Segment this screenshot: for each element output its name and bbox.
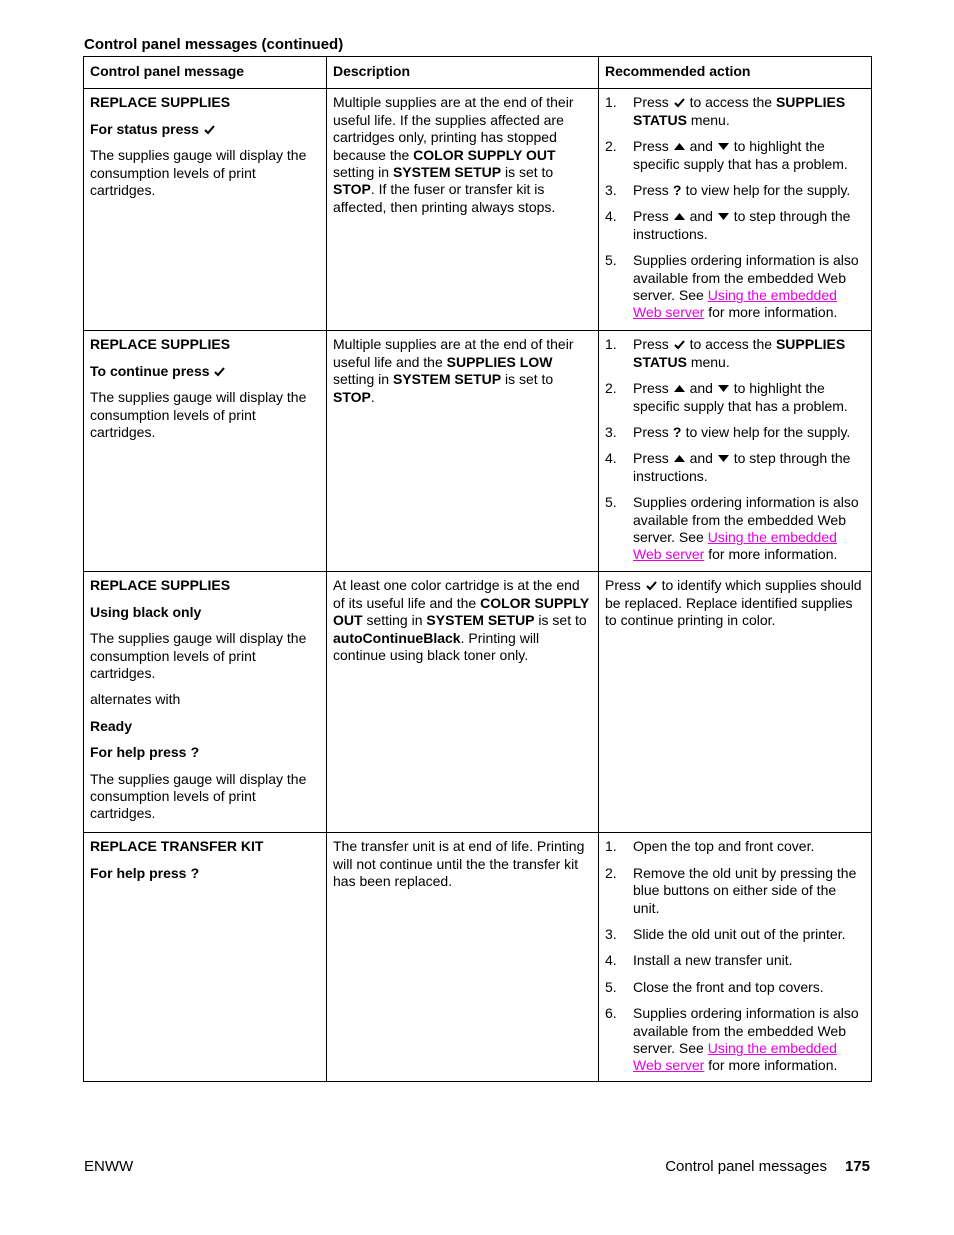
description-text: Multiple supplies are at the end of their useful life and the SUPPLIES LOW setting in SYSTEM SETUP is set to STOP. [333, 336, 574, 405]
message-title: REPLACE SUPPLIES [90, 94, 231, 111]
action-cell [599, 331, 872, 572]
checkmark-icon [646, 580, 657, 591]
message-title: REPLACE SUPPLIES [90, 336, 231, 353]
list-item: 5. Supplies ordering information is also available from the embedded Web server. See Using the embedded Web server for more information. [605, 494, 859, 563]
messages-table [83, 56, 872, 1082]
description-cell [327, 572, 599, 833]
up-arrow-icon [674, 383, 685, 394]
checkmark-icon [214, 366, 225, 377]
description-text: Multiple supplies are at the end of their useful life. If the supplies affected are cartridges only, printing has stopped because the COLOR SUPPLY OUT setting in SYSTEM SETUP is set to STOP. If the fuser or transfer kit is affected, then printing always stops. [333, 94, 574, 215]
table-row [84, 89, 872, 331]
down-arrow-icon [718, 141, 729, 152]
header-recommended-action: Recommended action [599, 57, 872, 89]
message-cell [84, 89, 327, 331]
message-cell [84, 331, 327, 572]
ready-text: Ready [90, 717, 133, 734]
footer-left: ENWW [84, 1158, 134, 1175]
list-item: 2. Remove the old unit by pressing the blue buttons on either side of the unit. [605, 864, 857, 916]
help-text: For help press ? [90, 744, 200, 761]
embedded-web-server-link[interactable]: Using the embedded Web server [633, 287, 837, 321]
footer-right [665, 1158, 870, 1175]
list-item: 6. Supplies ordering information is also available from the embedded Web server. See Using the embedded Web server for more information. [605, 1005, 859, 1074]
description-text: The transfer unit is at end of life. Printing will not continue until the the transfer kit has been replaced. [333, 838, 585, 890]
list-item: 3. Press ? to view help for the supply. [605, 424, 851, 441]
action-cell [599, 89, 872, 331]
message-subtitle: For status press [90, 121, 320, 138]
down-arrow-icon [718, 453, 729, 464]
page-number: 175 [844, 1158, 870, 1175]
list-item: 5. Close the front and top covers. [605, 978, 824, 995]
list-item: 5. Supplies ordering information is also available from the embedded Web server. See Using the embedded Web server for more information. [605, 252, 859, 321]
list-item: 4. Install a new transfer unit. [605, 952, 793, 969]
question-mark-icon: ? [190, 744, 200, 761]
checkmark-icon [674, 339, 685, 350]
list-item: 1. Press to access the SUPPLIES STATUS menu. [605, 336, 846, 370]
description-text: At least one color cartridge is at the end of its useful life and the COLOR SUPPLY OUT setting in SYSTEM SETUP is set to autoContinueBlack. Printing will continue using black toner only. [333, 577, 590, 664]
footer-section: Control panel messages [665, 1158, 827, 1175]
list-item: 4. Press and to step through the instructions. [605, 208, 851, 242]
up-arrow-icon [674, 211, 685, 222]
table-row [84, 331, 872, 572]
list-item: 3. Press ? to view help for the supply. [605, 182, 851, 199]
embedded-web-server-link[interactable]: Using the embedded Web server [633, 1040, 837, 1074]
list-item: 1. Open the top and front cover. [605, 838, 815, 855]
embedded-web-server-link[interactable]: Using the embedded Web server [633, 529, 837, 563]
up-arrow-icon [674, 141, 685, 152]
action-steps [605, 94, 865, 321]
table-header-row [84, 57, 872, 89]
action-steps [605, 838, 865, 1074]
description-cell [327, 89, 599, 331]
message-text: The supplies gauge will display the consumption levels of print cartridges. [90, 389, 307, 441]
message-text: The supplies gauge will display the consumption levels of print cartridges. [90, 147, 307, 199]
down-arrow-icon [718, 383, 729, 394]
question-mark-icon: ? [672, 182, 682, 199]
help-text: For help press ? [90, 864, 200, 881]
question-mark-icon: ? [190, 864, 200, 881]
message-title: REPLACE SUPPLIES [90, 577, 231, 594]
list-item: 1. Press to access the SUPPLIES STATUS menu. [605, 94, 846, 128]
checkmark-icon [674, 97, 685, 108]
page-title: Control panel messages (continued) [84, 36, 344, 53]
table-row [84, 833, 872, 1081]
checkmark-icon [204, 124, 215, 135]
alternates-text: alternates with [90, 691, 181, 708]
list-item: 2. Press and to highlight the specific supply that has a problem. [605, 138, 848, 172]
table-row [84, 572, 872, 833]
description-cell [327, 833, 599, 1081]
description-cell [327, 331, 599, 572]
header-description: Description [327, 57, 599, 89]
question-mark-icon: ? [672, 424, 682, 441]
action-cell [599, 572, 872, 833]
action-cell [599, 833, 872, 1081]
list-item: 2. Press and to highlight the specific supply that has a problem. [605, 380, 848, 414]
message-cell [84, 572, 327, 833]
up-arrow-icon [674, 453, 685, 464]
message-title: REPLACE TRANSFER KIT [90, 838, 264, 855]
action-steps [605, 336, 865, 563]
message-cell [84, 833, 327, 1081]
message-text: The supplies gauge will display the consumption levels of print cartridges. [90, 630, 307, 682]
message-subtitle: Using black only [90, 603, 202, 620]
list-item: 4. Press and to step through the instructions. [605, 450, 851, 484]
header-control-panel-message: Control panel message [84, 57, 327, 89]
message-subtitle: To continue press [90, 363, 320, 380]
down-arrow-icon [718, 211, 729, 222]
message-text: The supplies gauge will display the consumption levels of print cartridges. [90, 770, 307, 822]
list-item: 3. Slide the old unit out of the printer. [605, 926, 846, 943]
action-text: Press to identify which supplies should be replaced. Replace identified supplies to continue printing in color. [605, 577, 862, 629]
